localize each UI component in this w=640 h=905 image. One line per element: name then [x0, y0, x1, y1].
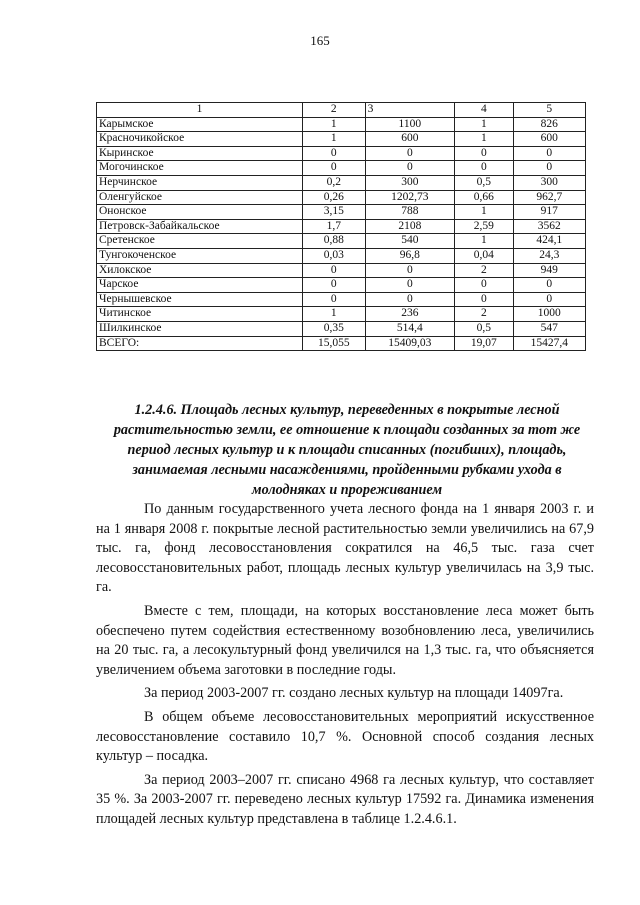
paragraph: По данным государственного учета лесного фонда на 1 января 2003 г. и на 1 января 2008 г. покрытые лесной растительностью земли увеличились на 67,9 тыс. га, фонд лесовосстановления сократился на 46,5 тыс. газа счет лесовосстановительных работ, площадь лесных культур увеличилась на 3,9 тыс. га.	[96, 501, 594, 596]
value-cell: 0	[302, 161, 365, 176]
region-name-cell: Читинское	[97, 307, 303, 322]
value-cell: 0	[455, 278, 514, 293]
value-cell: 547	[513, 321, 585, 336]
value-cell: 826	[513, 117, 585, 132]
value-cell: 15,055	[302, 336, 365, 351]
value-cell: 15409,03	[365, 336, 454, 351]
value-cell: 0,5	[455, 175, 514, 190]
paragraph: Вместе с тем, площади, на которых восстановление леса может быть обеспечено путем содействия естественному возобновлению леса, увеличились на 20 тыс. га, а лесокультурный фонд увеличился на 1,3 тыс. га, что объясняется увеличением объема заготовки в последние годы.	[96, 602, 594, 678]
table-row	[97, 263, 586, 278]
value-cell: 0	[365, 161, 454, 176]
table-row	[97, 248, 586, 263]
value-cell: 1000	[513, 307, 585, 322]
region-name-cell: Красночикойское	[97, 132, 303, 147]
value-cell: 949	[513, 263, 585, 278]
header-cell: 4	[455, 103, 514, 118]
value-cell: 0,66	[455, 190, 514, 205]
region-name-cell: Тунгокоченское	[97, 248, 303, 263]
region-name-cell: Чарское	[97, 278, 303, 293]
region-name-cell: Нерчинское	[97, 175, 303, 190]
region-name-cell: Могочинское	[97, 161, 303, 176]
value-cell: 0	[513, 146, 585, 161]
paragraph: В общем объеме лесовосстановительных мероприятий искусственное лесовосстановление составило 10,7 %. Основной способ создания лесных культур – посадка.	[96, 708, 594, 765]
header-cell: 3	[365, 103, 454, 118]
value-cell: 0	[302, 292, 365, 307]
region-name-cell: Чернышевское	[97, 292, 303, 307]
table-row	[97, 132, 586, 147]
value-cell: 0,2	[302, 175, 365, 190]
value-cell: 917	[513, 205, 585, 220]
body-text	[96, 500, 594, 834]
value-cell: 0	[365, 263, 454, 278]
table-row	[97, 219, 586, 234]
value-cell: 1	[302, 307, 365, 322]
value-cell: 2	[455, 263, 514, 278]
value-cell: 600	[365, 132, 454, 147]
table-row	[97, 336, 586, 351]
value-cell: 0	[513, 278, 585, 293]
region-name-cell: Карымское	[97, 117, 303, 132]
region-name-cell: ВСЕГО:	[97, 336, 303, 351]
value-cell: 0	[302, 278, 365, 293]
table-row	[97, 175, 586, 190]
page-number: 165	[310, 33, 330, 48]
paragraph: За период 2003-2007 гг. создано лесных культур на площади 14097га.	[144, 685, 564, 702]
region-name-cell: Хилокское	[97, 263, 303, 278]
table-row	[97, 190, 586, 205]
region-name-cell: Оленгуйское	[97, 190, 303, 205]
table-row	[97, 205, 586, 220]
value-cell: 24,3	[513, 248, 585, 263]
header-cell: 1	[97, 103, 303, 118]
value-cell: 1202,73	[365, 190, 454, 205]
value-cell: 788	[365, 205, 454, 220]
table-row	[97, 161, 586, 176]
value-cell: 1	[455, 205, 514, 220]
table-row	[97, 278, 586, 293]
value-cell: 0,03	[302, 248, 365, 263]
value-cell: 0	[302, 146, 365, 161]
value-cell: 15427,4	[513, 336, 585, 351]
value-cell: 300	[513, 175, 585, 190]
value-cell: 0	[365, 278, 454, 293]
region-name-cell: Петровск-Забайкальское	[97, 219, 303, 234]
value-cell: 0	[513, 292, 585, 307]
value-cell: 424,1	[513, 234, 585, 249]
value-cell: 600	[513, 132, 585, 147]
value-cell: 0	[302, 263, 365, 278]
value-cell: 0	[513, 161, 585, 176]
value-cell: 1	[455, 132, 514, 147]
value-cell: 1	[455, 234, 514, 249]
value-cell: 1	[302, 132, 365, 147]
value-cell: 2	[455, 307, 514, 322]
value-cell: 0	[455, 292, 514, 307]
value-cell: 0,04	[455, 248, 514, 263]
value-cell: 1,7	[302, 219, 365, 234]
value-cell: 540	[365, 234, 454, 249]
region-name-cell: Шилкинское	[97, 321, 303, 336]
region-name-cell: Сретенское	[97, 234, 303, 249]
value-cell: 1100	[365, 117, 454, 132]
table-row	[97, 234, 586, 249]
table-header-row	[97, 103, 586, 118]
value-cell: 962,7	[513, 190, 585, 205]
value-cell: 0	[365, 146, 454, 161]
value-cell: 514,4	[365, 321, 454, 336]
header-cell: 5	[513, 103, 585, 118]
value-cell: 0,88	[302, 234, 365, 249]
value-cell: 2108	[365, 219, 454, 234]
data-table	[96, 102, 586, 351]
table-row	[97, 321, 586, 336]
value-cell: 19,07	[455, 336, 514, 351]
paragraph: За период 2003–2007 гг. списано 4968 га лесных культур, что составляет 35 %. За 2003-2007 гг. переведено лесных культур 17592 га. Динамика изменения площадей лесных культур представлена в таблице 1.2.4.6.1.	[96, 771, 594, 827]
value-cell: 3,15	[302, 205, 365, 220]
value-cell: 0	[455, 146, 514, 161]
value-cell: 300	[365, 175, 454, 190]
value-cell: 0	[365, 292, 454, 307]
value-cell: 0,5	[455, 321, 514, 336]
table-row	[97, 146, 586, 161]
value-cell: 2,59	[455, 219, 514, 234]
section-heading: 1.2.4.6. Площадь лесных культур, переведенных в покрытые лесной растительностью земли, ее отношение к площади созданных за тот же период лесных культур и к площади списанных (погибших), площадь, занимаемая лесными насаждениями, пройденными рубками ухода в молодняках и прореживанием	[113, 402, 581, 498]
header-cell: 2	[302, 103, 365, 118]
value-cell: 0	[455, 161, 514, 176]
value-cell: 0,26	[302, 190, 365, 205]
value-cell: 236	[365, 307, 454, 322]
region-name-cell: Кыринское	[97, 146, 303, 161]
table-row	[97, 117, 586, 132]
region-name-cell: Ононское	[97, 205, 303, 220]
value-cell: 0,35	[302, 321, 365, 336]
value-cell: 1	[302, 117, 365, 132]
table-row	[97, 307, 586, 322]
table-row	[97, 292, 586, 307]
value-cell: 1	[455, 117, 514, 132]
value-cell: 3562	[513, 219, 585, 234]
value-cell: 96,8	[365, 248, 454, 263]
